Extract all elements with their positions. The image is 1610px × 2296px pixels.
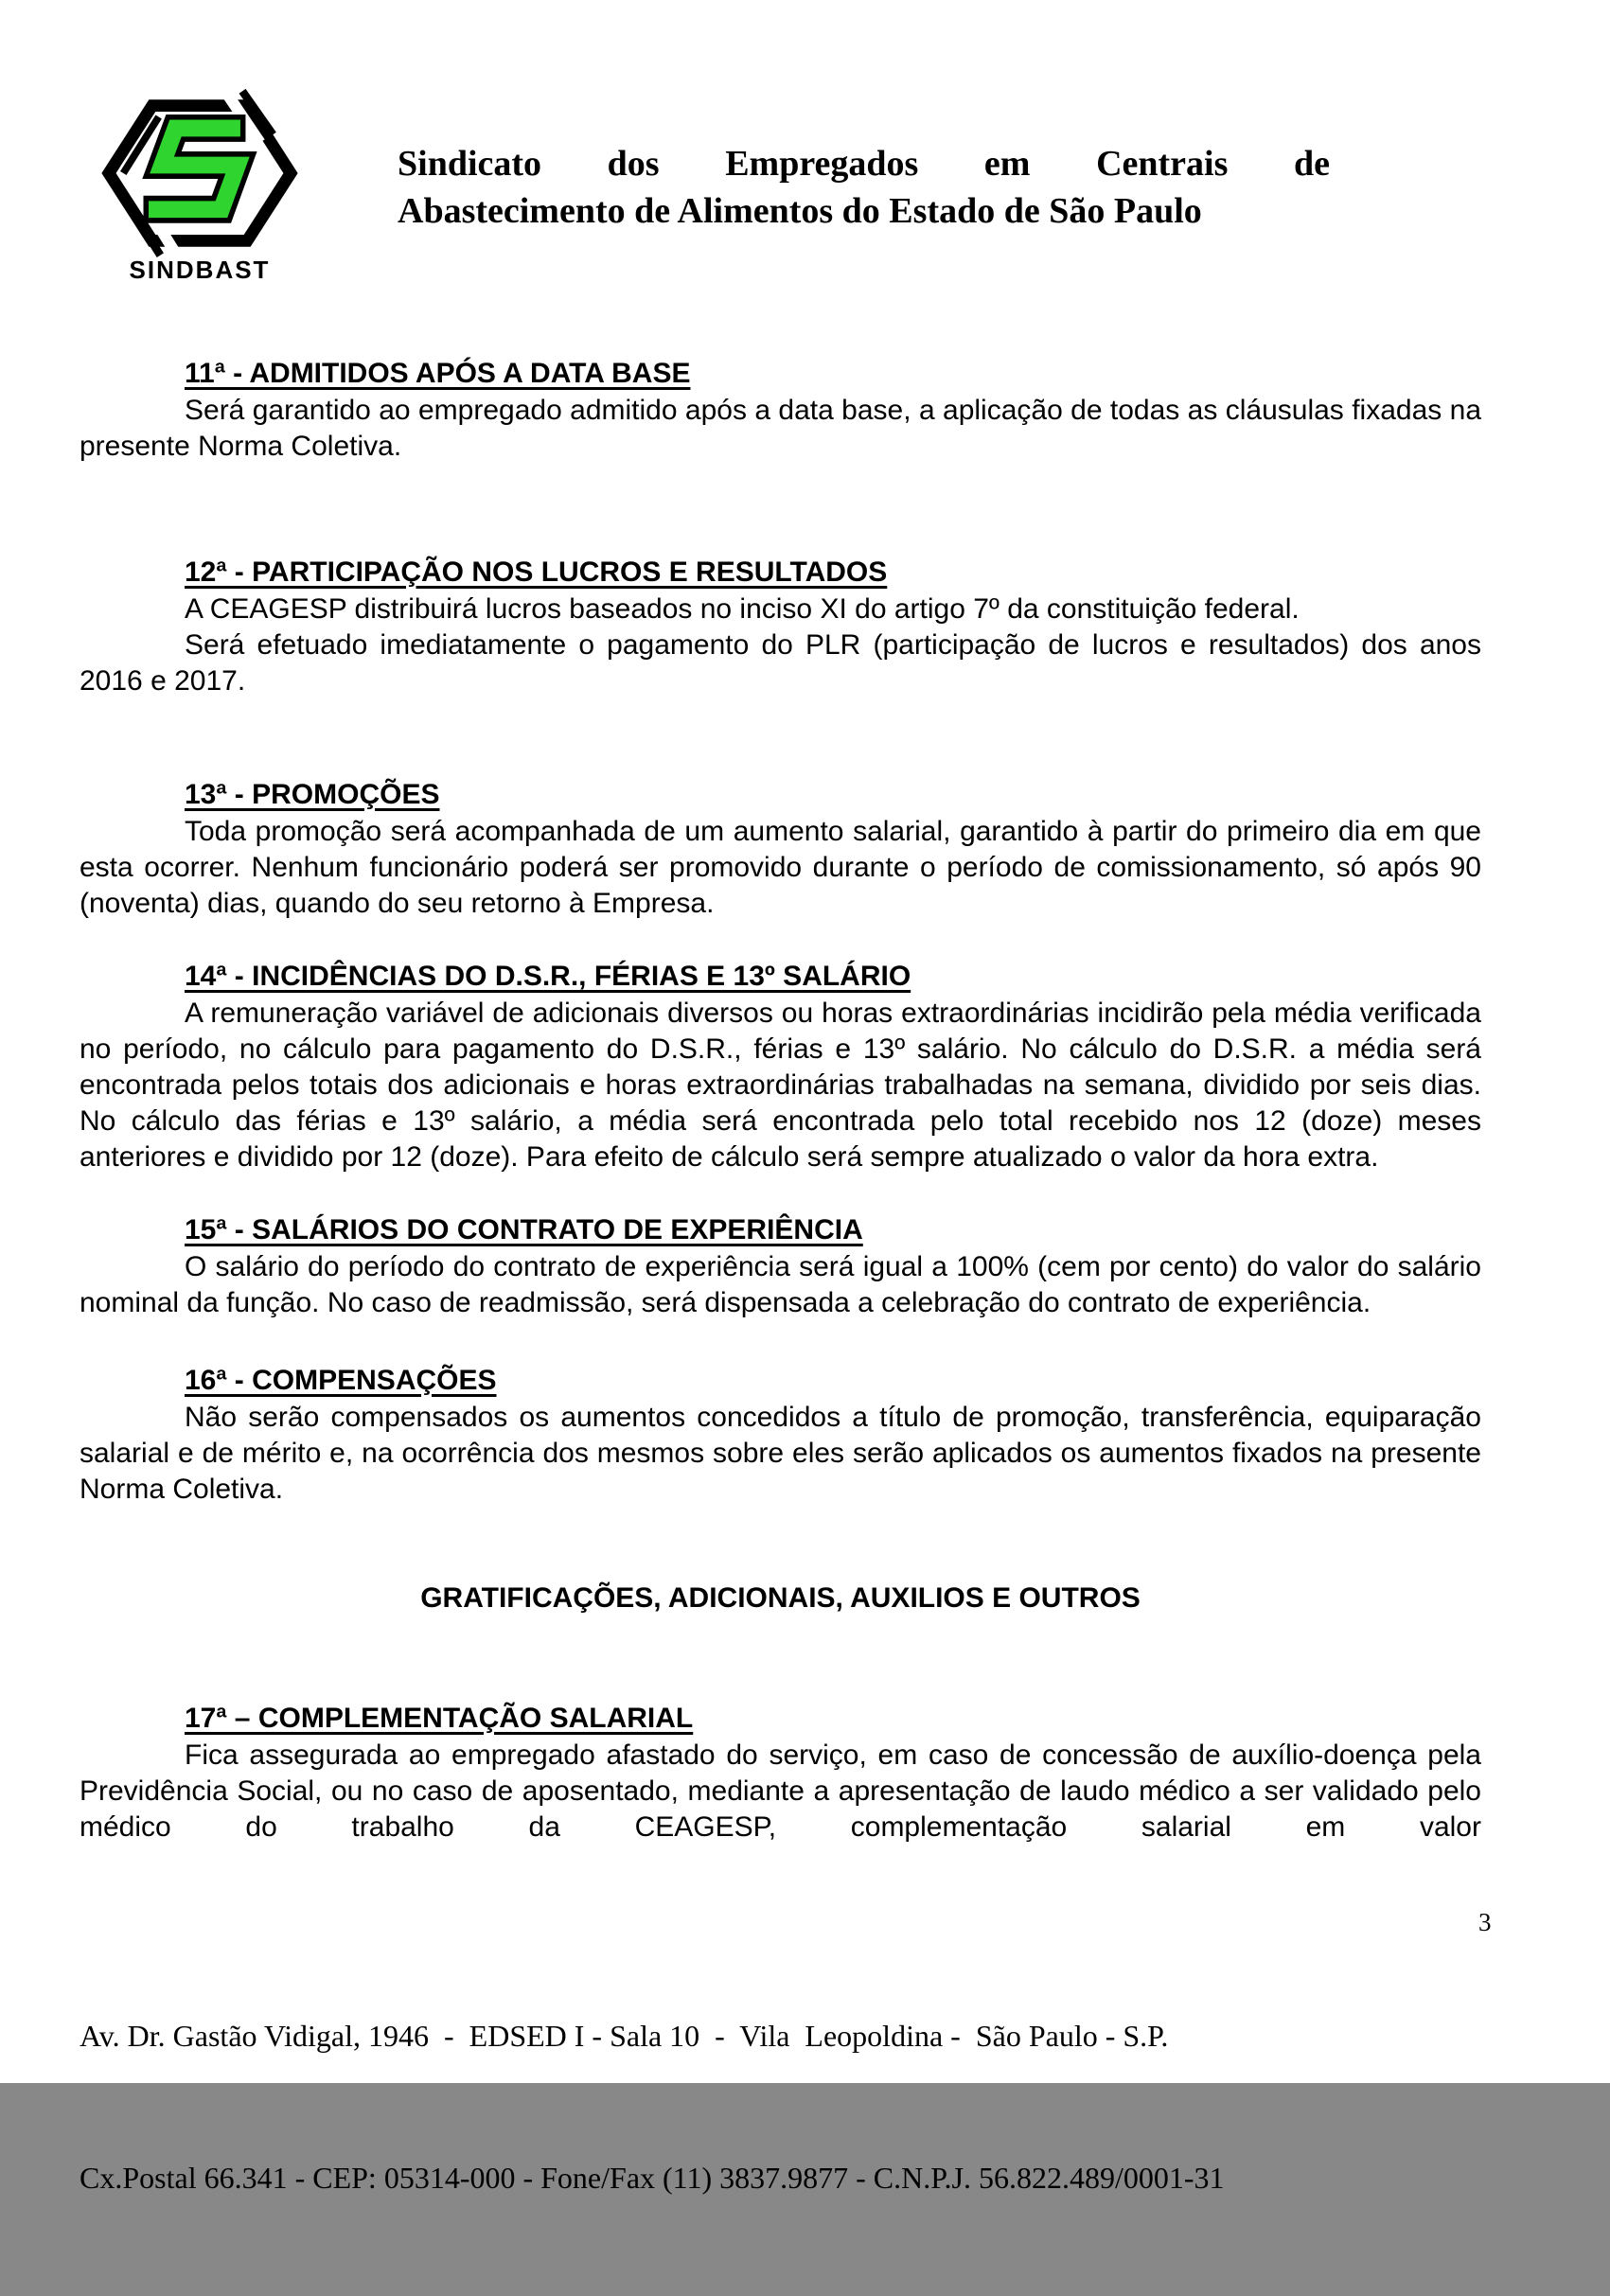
clause-paragraph: A CEAGESP distribuirá lucros baseados no inciso XI do artigo 7º da constituição federal. bbox=[185, 593, 1300, 625]
clause-section-15 bbox=[80, 1211, 1481, 1321]
sindbast-logo-icon bbox=[86, 93, 313, 254]
clause-section-17 bbox=[80, 1700, 1481, 1846]
document-body bbox=[80, 355, 1481, 1846]
clause-heading: 12ª - PARTICIPAÇÃO NOS LUCROS E RESULTADOS bbox=[185, 556, 888, 588]
clause-paragraph: Será efetuado imediatamente o pagamento do PLR (participação de lucros e resultados) dos anos 2016 e 2017. bbox=[80, 629, 1481, 697]
footer-contact-line: Cx.Postal 66.341 - CEP: 05314-000 - Fone/Fax (11) 3837.9877 - C.N.P.J. 56.822.489/0001-31 bbox=[80, 2161, 1225, 2195]
clause-paragraph: Fica assegurada ao empregado afastado do serviço, em caso de concessão de auxílio-doença pela Previdência Social, ou no caso de aposentado, mediante a apresentação de laudo médico a ser validado pelo médico do trabalho da CEAGESP, complementação salarial em valor bbox=[80, 1740, 1481, 1843]
page-footer bbox=[80, 1917, 1405, 2296]
clause-section-14 bbox=[80, 958, 1481, 1175]
clause-section-12 bbox=[80, 554, 1481, 699]
logo bbox=[81, 93, 318, 285]
clause-heading: 16ª - COMPENSAÇÕES bbox=[185, 1365, 497, 1396]
clause-paragraph: O salário do período do contrato de experiência será igual a 100% (cem por cento) do valor do salário nominal da função. No caso de readmissão, será dispensada a celebração do contrato de experiência. bbox=[80, 1251, 1481, 1318]
clause-paragraph: Toda promoção será acompanhada de um aumento salarial, garantido à partir do primeiro dia em que esta ocorrer. Nenhum funcionário poderá ser promovido durante o período de comissionamento, só após 90 (noventa) dias, quando do seu retorno à Empresa. bbox=[80, 816, 1481, 919]
clause-paragraph: Não serão compensados os aumentos concedidos a título de promoção, transferência, equiparação salarial e de mérito e, na ocorrência dos mesmos sobre eles serão aplicados os aumentos fixados na presente Norma Coletiva. bbox=[80, 1402, 1481, 1505]
clause-section-11 bbox=[80, 355, 1481, 465]
org-title bbox=[398, 140, 1330, 235]
logo-text: SINDBAST bbox=[129, 256, 271, 284]
clause-heading: 17ª – COMPLEMENTAÇÃO SALARIAL bbox=[185, 1703, 694, 1734]
clause-heading: 15ª - SALÁRIOS DO CONTRATO DE EXPERIÊNCIA bbox=[185, 1214, 863, 1245]
clause-paragraph: Será garantido ao empregado admitido após a data base, a aplicação de todas as cláusulas fixadas na presente Norma Coletiva. bbox=[80, 395, 1481, 462]
page-number: 3 bbox=[1478, 1908, 1492, 1936]
footer-address-line: Av. Dr. Gastão Vidigal, 1946 - EDSED I - Sala 10 - Vila Leopoldina - São Paulo - S.P. bbox=[80, 2019, 1169, 2053]
org-title-line2: Abastecimento de Alimentos do Estado de São Paulo bbox=[398, 191, 1202, 231]
clause-section-13 bbox=[80, 776, 1481, 922]
clause-paragraph: A remuneração variável de adicionais diversos ou horas extraordinárias incidirão pela média verificada no período, no cálculo para pagamento do D.S.R., férias e 13º salário. No cálculo do D.S.R. a média será encontrada pelos totais dos adicionais e horas extraordinárias trabalhadas na semana, dividido por seis dias. No cálculo das férias e 13º salário, a média será encontrada pelo total recebido nos 12 (doze) meses anteriores e dividido por 12 (doze). Para efeito de cálculo será sempre atualizado o valor da hora extra. bbox=[80, 998, 1481, 1173]
clause-heading: 11ª - ADMITIDOS APÓS A DATA BASE bbox=[185, 358, 691, 389]
clause-section-16 bbox=[80, 1362, 1481, 1508]
clause-heading: 14ª - INCIDÊNCIAS DO D.S.R., FÉRIAS E 13º SALÁRIO bbox=[185, 961, 911, 992]
clause-heading: 13ª - PROMOÇÕES bbox=[185, 779, 440, 810]
org-title-line1: Sindicato dos Empregados em Centrais de bbox=[398, 144, 1330, 184]
group-heading: GRATIFICAÇÕES, ADICIONAIS, AUXILIOS E OUTROS bbox=[420, 1582, 1141, 1614]
